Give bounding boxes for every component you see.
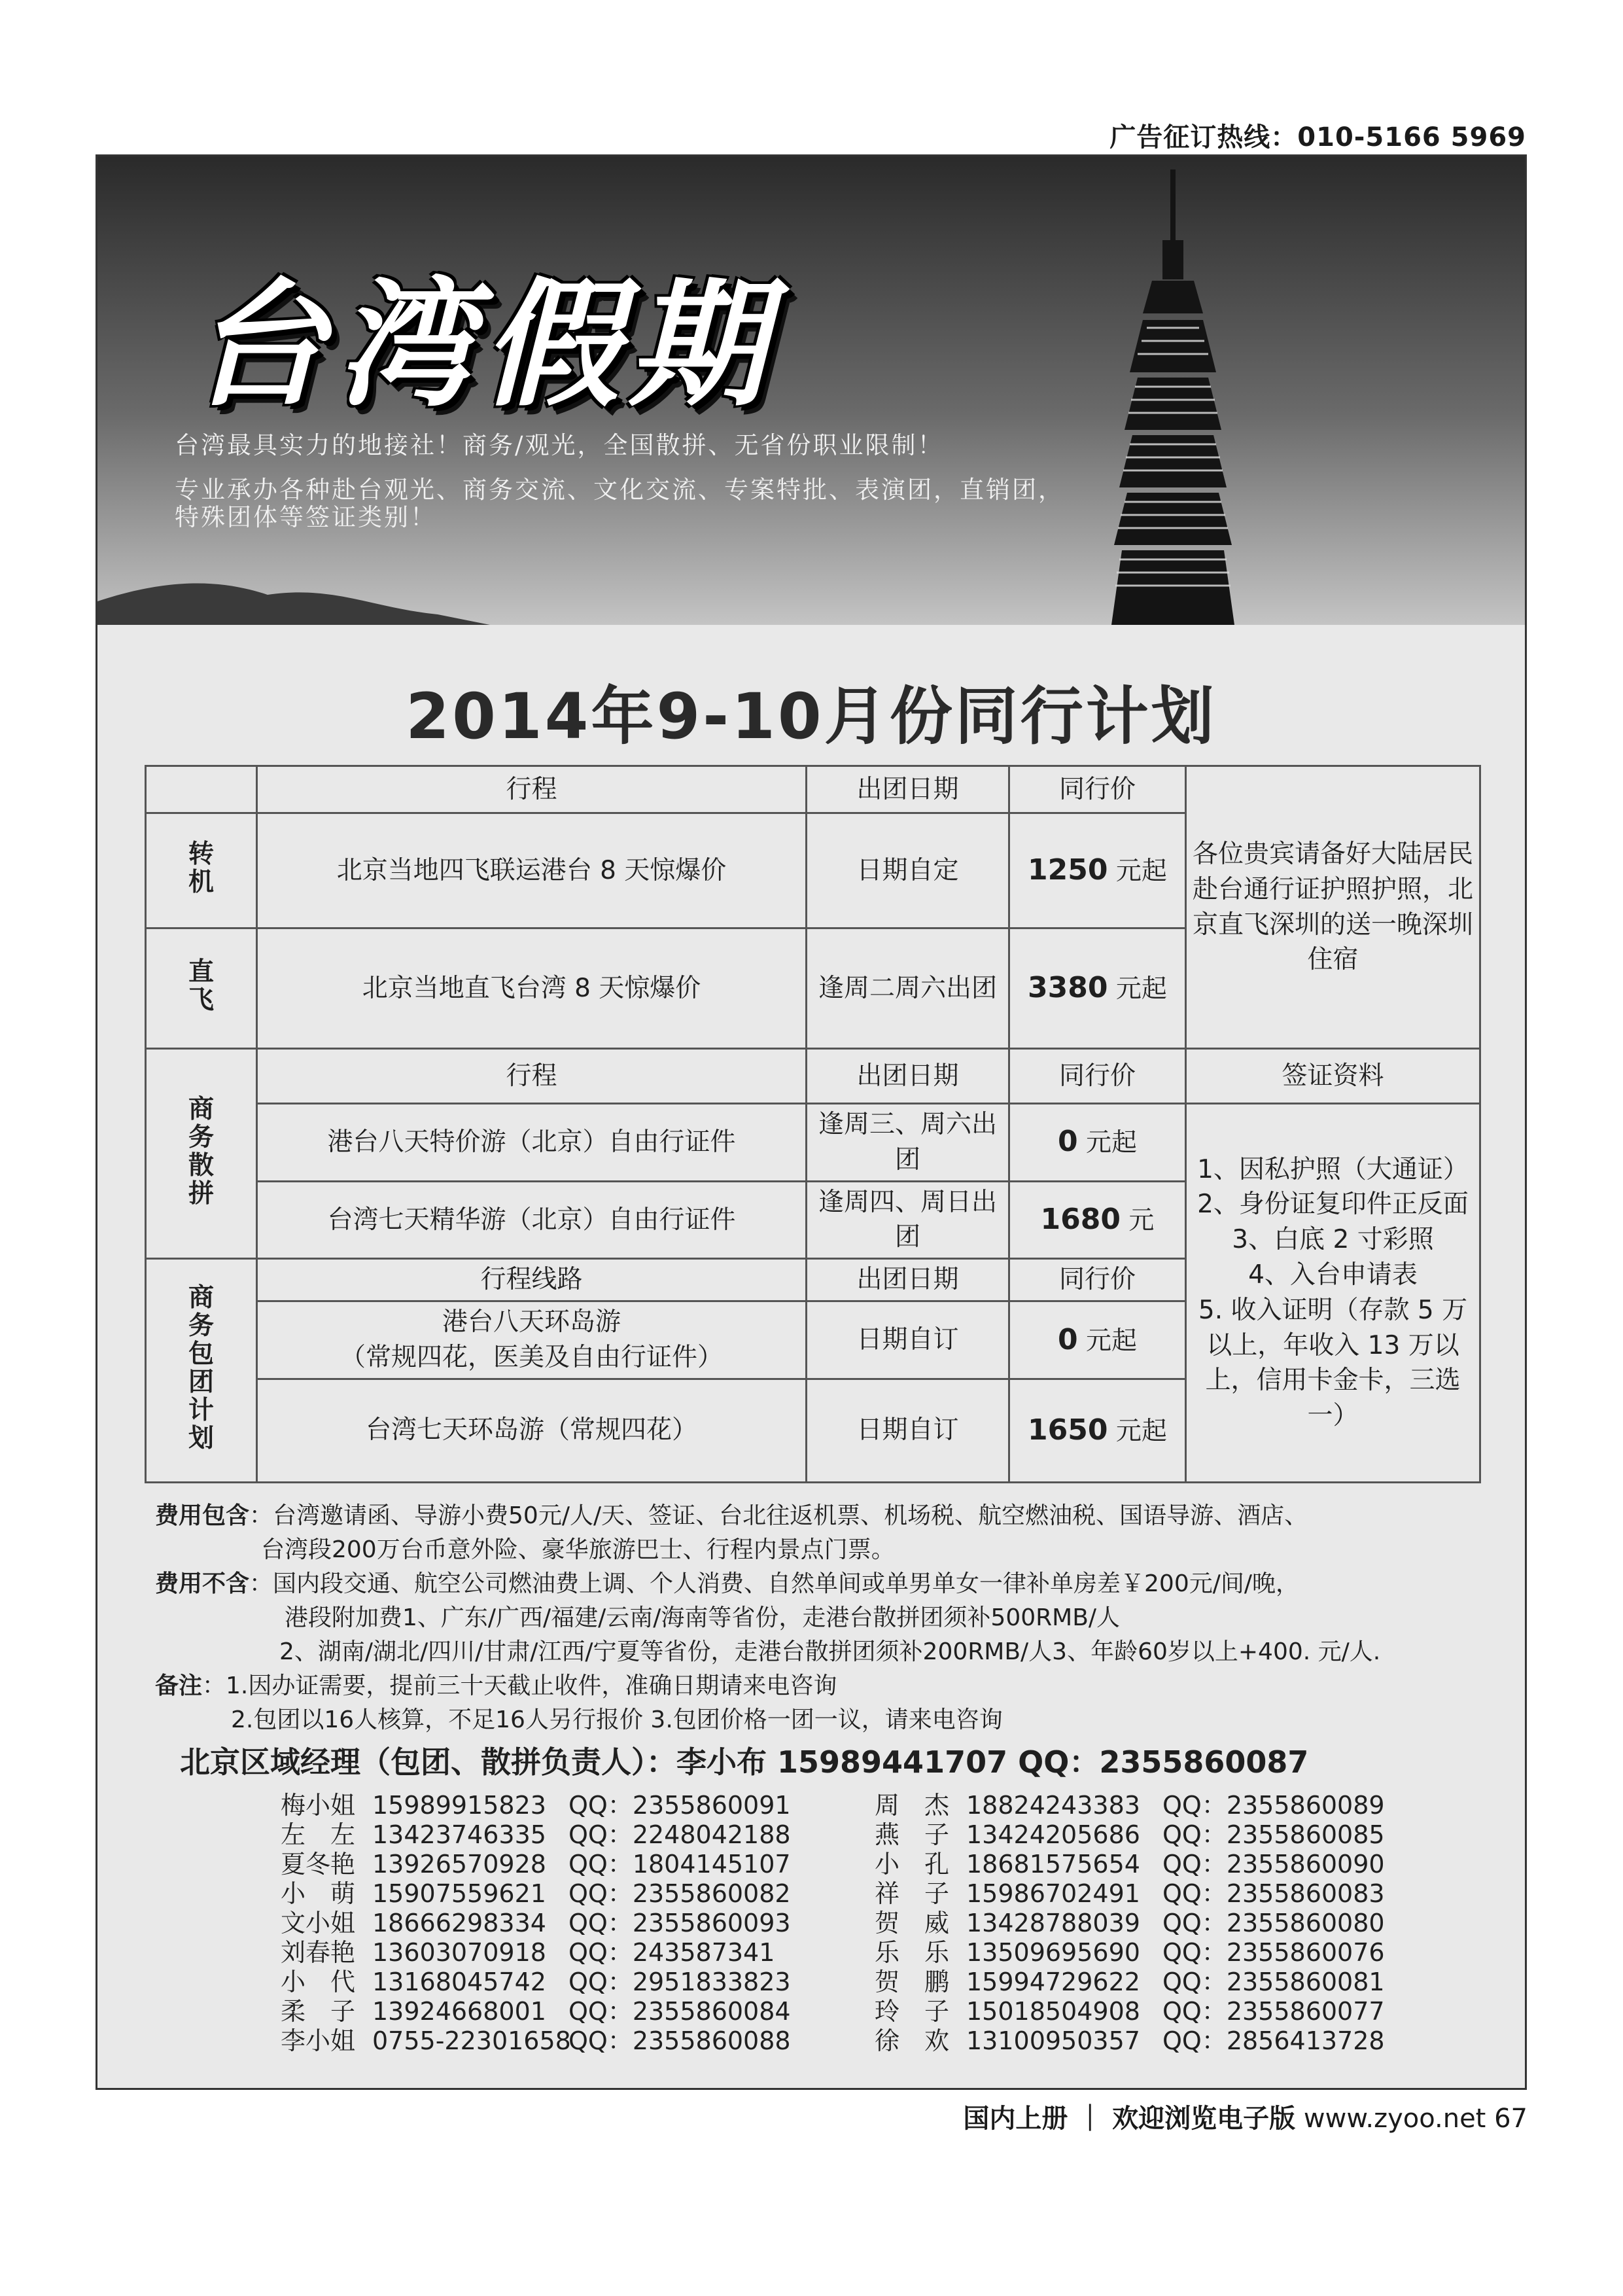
contact-name: 贺 鹏 [875,1968,950,1996]
contact-qq: QQ：2951833823 [568,1968,791,1996]
remarks-cont: 2.包团以16人核算，不足16人另行报价 3.包团价格一团一议，请来电咨询 [231,1706,1003,1733]
contact-entry [875,1909,1385,1938]
visa-item: 3、白底 2 寸彩照 [1232,1225,1434,1255]
date-cell: 逢周二周六出团 [807,928,1009,1049]
banner [97,156,1525,625]
contact-entry [281,1791,791,1820]
contact-qq: QQ：2355860089 [1162,1791,1385,1820]
fee-excluded: 费用不含：国内段交通、航空公司燃油费上调、个人消费、自然单间或单男单女一律补单房差￥200元/间/晚， [155,1570,1299,1597]
contact-phone: 18666298334 [372,1909,546,1937]
visa-item: 5. 收入证明（存款 5 万以上，年收入 13 万以上，信用卡金卡，三选一） [1198,1295,1468,1431]
contact-qq: QQ：2355860091 [568,1791,791,1820]
contact-name: 小 萌 [281,1879,356,1908]
contact-entry [875,1791,1385,1820]
contact-qq: QQ：2355860084 [568,1997,791,2026]
price-cell: 3380 元起 [1009,928,1186,1049]
contact-entry [281,1997,791,2026]
contact-name: 燕 子 [875,1820,950,1849]
header-date: 出团日期 [807,1049,1009,1104]
contact-qq: QQ：2355860088 [568,2026,791,2055]
header-price: 同行价 [1009,1259,1186,1301]
contact-phone: 13509695690 [966,1938,1140,1967]
header-date: 出团日期 [807,1259,1009,1301]
fee-excluded-cont: 2、湖南/湖北/四川/甘肃/江西/宁夏等省份，走港台散拼团须补200RMB/人3、年龄60岁以上+400. 元/人. [279,1638,1381,1665]
contact-phone: 15989915823 [372,1791,546,1820]
visa-item: 2、身份证复印件正反面 [1197,1190,1469,1220]
contact-name: 徐 欢 [875,2026,950,2055]
contact-qq: QQ：2355860085 [1162,1820,1385,1849]
contact-phone: 13168045742 [372,1968,546,1996]
contact-name: 周 杰 [875,1791,950,1820]
contact-entry [875,2026,1385,2056]
contact-entry [281,1909,791,1938]
ad-hotline: 广告征订热线：010-5166 5969 [1109,122,1526,152]
date-cell: 日期自订 [807,1379,1009,1482]
fee-included: 费用包含：台湾邀请函、导游小费50元/人/天、签证、台北往返机票、机场税、航空燃油税、国语导游、酒店、 [155,1502,1308,1529]
contact-phone: 15907559621 [372,1879,546,1908]
date-cell: 逢周三、周六出团 [807,1104,1009,1182]
contact-phone: 13428788039 [966,1909,1140,1937]
page-number: 67 [1494,2104,1527,2134]
contact-name: 柔 子 [281,1997,356,2026]
header-route: 行程 [257,1049,807,1104]
contact-entry [875,1968,1385,1997]
contact-qq: QQ：2355860076 [1162,1938,1385,1967]
contact-name: 文小姐 [281,1909,356,1937]
contact-name: 夏冬艳 [281,1850,356,1879]
contact-qq: QQ：1804145107 [568,1850,791,1879]
contact-name: 乐 乐 [875,1938,950,1967]
contact-qq: QQ：2355860082 [568,1879,791,1908]
contact-phone: 15018504908 [966,1997,1140,2026]
price-cell: 1250 元起 [1009,813,1186,928]
contact-entry [875,1820,1385,1850]
contact-entry [281,1879,791,1909]
contact-phone: 13603070918 [372,1938,546,1967]
header-price: 同行价 [1009,1049,1186,1104]
contact-phone: 13423746335 [372,1820,546,1849]
fee-details [155,1499,1503,1737]
table-row [146,1104,1480,1182]
section-business: 商务散拼 [146,1049,257,1259]
route-cell: 台湾七天环岛游（常规四花） [257,1379,807,1482]
contact-qq: QQ：2355860090 [1162,1850,1385,1879]
contact-entry [875,1938,1385,1968]
contact-list-left [281,1791,791,2056]
passport-note: 各位贵宾请备好大陆居民赴台通行证护照护照，北京直飞深圳的送一晚深圳住宿 [1186,766,1480,1049]
route-cell: 北京当地四飞联运港台 8 天惊爆价 [257,813,807,928]
banner-tagline: 台湾最具实力的地接社！商务/观光，全国散拼、无省份职业限制！ [175,431,944,459]
contact-name: 小 孔 [875,1850,950,1879]
contact-phone: 0755-22301658 [372,2026,571,2055]
banner-title: 台湾假期 [189,265,776,425]
itinerary-table [145,765,1481,1483]
contact-entry [281,1820,791,1850]
price-cell: 0 元起 [1009,1104,1186,1182]
section-transfer: 转机 [146,813,257,928]
contact-name: 贺 威 [875,1909,950,1937]
fee-excluded-cont: 港段附加费1、广东/广西/福建/云南/海南等省份，走港台散拼团须补500RMB/人 [285,1604,1121,1631]
contact-phone: 15986702491 [966,1879,1140,1908]
banner-services: 专业承办各种赴台观光、商务交流、文化交流、专案特批、表演团，直销团， [175,476,1064,504]
contact-phone: 13100950357 [966,2026,1140,2055]
route-cell: 港台八天特价游（北京）自由行证件 [257,1104,807,1182]
header-route-line: 行程线路 [257,1259,807,1301]
contact-entry [875,1879,1385,1909]
date-cell: 日期自定 [807,813,1009,928]
contact-name: 李小姐 [281,2026,356,2055]
contact-phone: 13926570928 [372,1850,546,1879]
regional-manager: 北京区域经理（包团、散拼负责人）：李小布 15989441707 QQ：2355860087 [180,1744,1309,1780]
date-cell: 日期自订 [807,1301,1009,1379]
contact-qq: QQ：2355860093 [568,1909,791,1937]
contact-phone: 18681575654 [966,1850,1140,1879]
advertisement-frame [96,154,1527,2090]
contact-name: 刘春艳 [281,1938,356,1967]
date-cell: 逢周四、周日出团 [807,1181,1009,1259]
banner-services-cont: 特殊团体等签证类别！ [175,503,436,531]
contact-qq: QQ：2248042188 [568,1820,791,1849]
price-cell: 0 元起 [1009,1301,1186,1379]
price-cell: 1650 元起 [1009,1379,1186,1482]
footer-url[interactable]: www.zyoo.net [1303,2104,1486,2134]
contact-entry [281,1938,791,1968]
contact-name: 左 左 [281,1820,356,1849]
price-cell: 1680 元 [1009,1181,1186,1259]
header-date: 出团日期 [807,766,1009,813]
header-visa: 签证资料 [1186,1049,1480,1104]
contact-entry [281,1850,791,1879]
contact-entry [281,2026,791,2056]
contact-qq: QQ：2355860083 [1162,1879,1385,1908]
route-cell: 台湾七天精华游（北京）自由行证件 [257,1181,807,1259]
contact-entry [875,1997,1385,2026]
contact-qq: QQ：2355860080 [1162,1909,1385,1937]
header-route: 行程 [257,766,807,813]
fee-included-cont: 台湾段200万台币意外险、豪华旅游巴士、行程内景点门票。 [261,1536,895,1563]
header-price: 同行价 [1009,766,1186,813]
contact-name: 梅小姐 [281,1791,356,1820]
visa-documents [1186,1104,1480,1483]
page-footer [963,2098,1527,2135]
section-direct: 直飞 [146,928,257,1049]
blank-cell [146,766,257,813]
contact-name: 祥 子 [875,1879,950,1908]
route-cell: 北京当地直飞台湾 8 天惊爆价 [257,928,807,1049]
contact-qq: QQ：2355860081 [1162,1968,1385,1996]
table-header-row [146,766,1480,813]
plan-title: 2014年9-10月份同行计划 [406,680,1217,753]
contact-phone: 13424205686 [966,1820,1140,1849]
visa-item: 1、因私护照（大通证） [1197,1154,1469,1184]
contact-qq: QQ：243587341 [568,1938,775,1967]
contact-entry [281,1968,791,1997]
contact-name: 玲 子 [875,1997,950,2026]
contact-qq: QQ：2355860077 [1162,1997,1385,2026]
contact-name: 小 代 [281,1968,356,1996]
footer-section: 国内上册 ｜ 欢迎浏览电子版 [963,2104,1296,2134]
visa-item: 4、入台申请表 [1248,1260,1418,1290]
table-header-row [146,1049,1480,1104]
contact-qq: QQ：2856413728 [1162,2026,1385,2055]
contact-list-right [875,1791,1385,2056]
contact-phone: 15994729622 [966,1968,1140,1996]
remarks: 备注：1.因办证需要，提前三十天截止收件，准确日期请来电咨询 [155,1672,837,1699]
contact-phone: 13924668001 [372,1997,546,2026]
route-cell: 港台八天环岛游 （常规四花，医美及自由行证件） [257,1301,807,1379]
section-group: 商务包团计划 [146,1259,257,1482]
contact-entry [875,1850,1385,1879]
contact-phone: 18824243383 [966,1791,1140,1820]
